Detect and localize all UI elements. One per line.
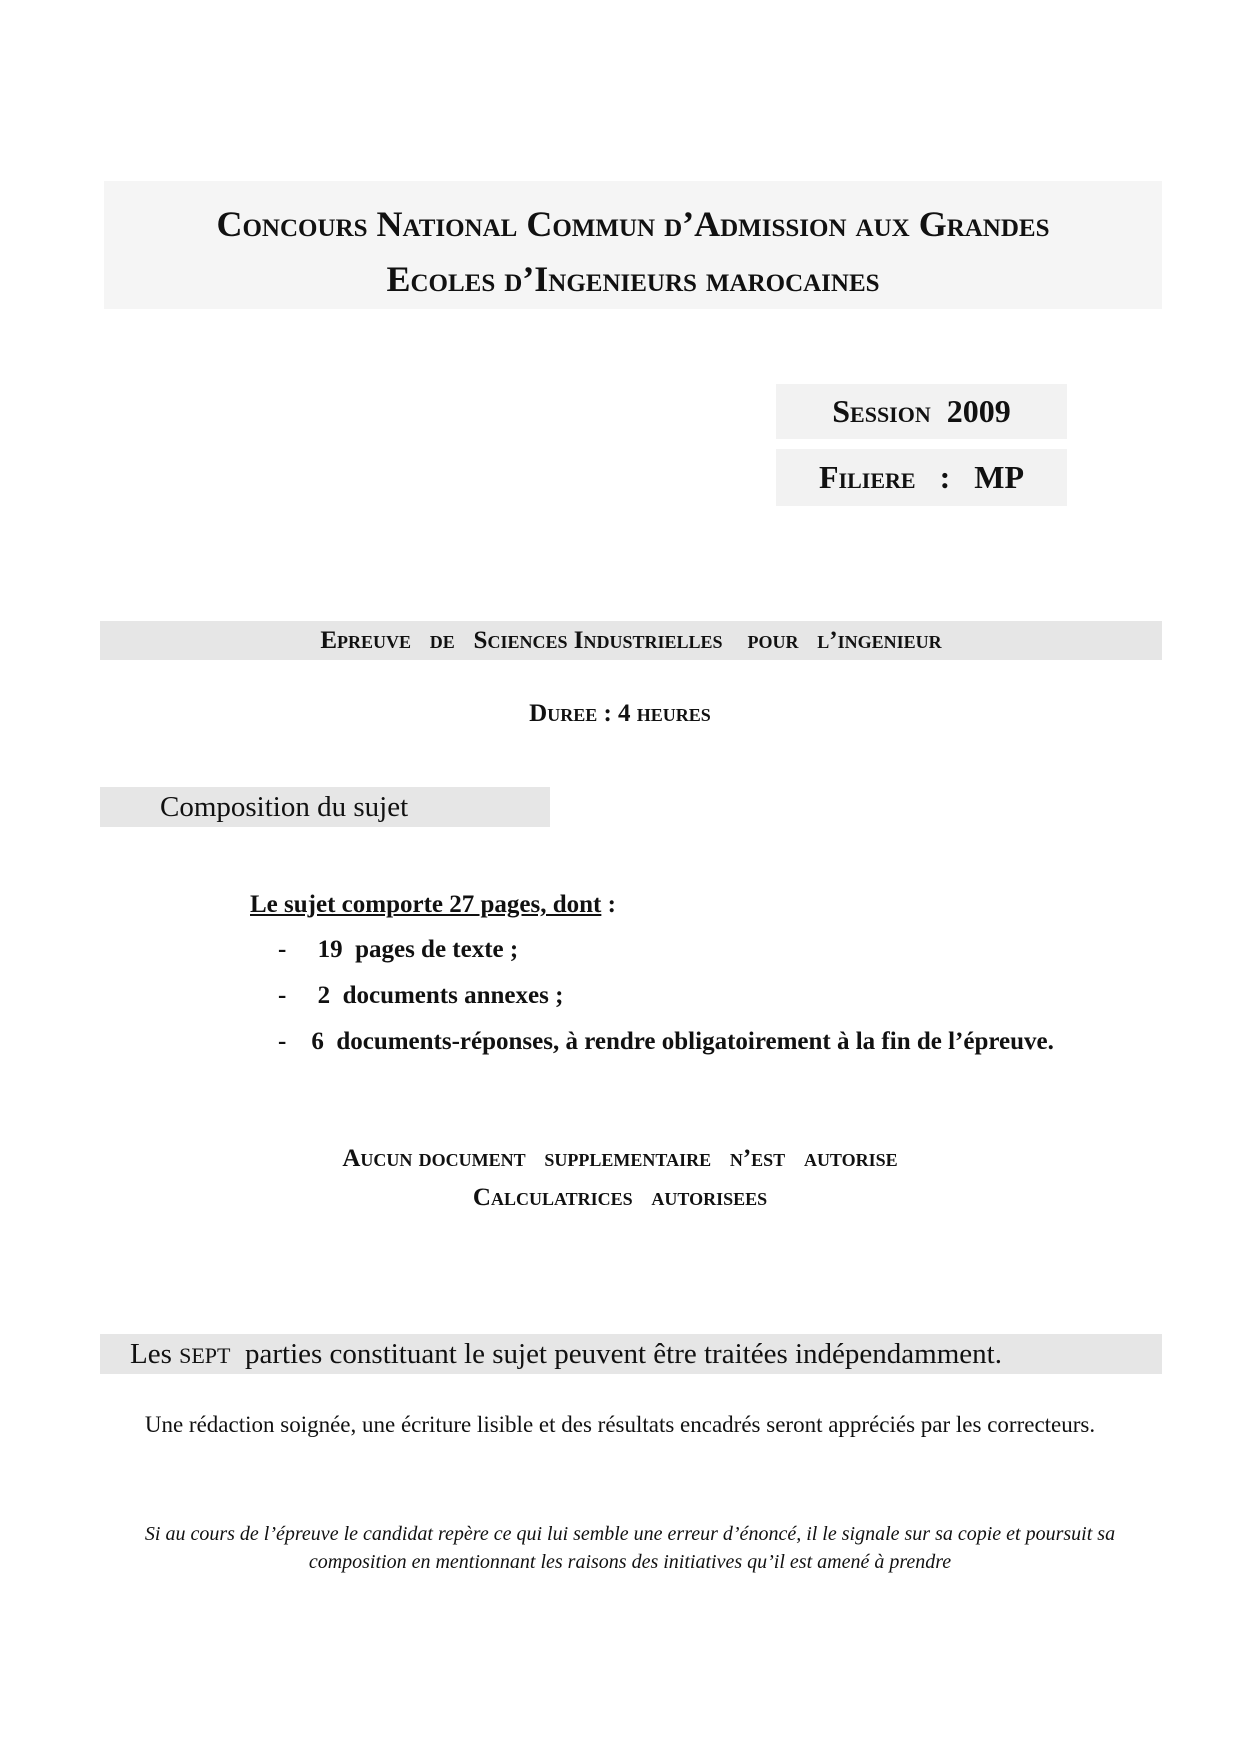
subject-contents-list bbox=[278, 936, 1054, 1074]
exam-title-line1: Concours National Commun d’Admission aux Grandes bbox=[216, 204, 1050, 244]
subject-intro bbox=[250, 891, 616, 919]
subject-intro-suffix: : bbox=[601, 891, 616, 918]
redaction-notice: Une rédaction soignée, une écriture lisible et des résultats encadrés seront appréciés par les correcteurs. bbox=[144, 1412, 1096, 1437]
no-documents-rule: Aucun document supplementaire n’est autorise bbox=[342, 1145, 898, 1172]
list-item: - 19 pages de texte ; bbox=[278, 936, 519, 963]
subject-intro-underlined: Le sujet comporte 27 pages, dont bbox=[250, 891, 602, 918]
exam-subject-title: Epreuve de Sciences Industrielles pour l’ingenieur bbox=[100, 621, 1162, 660]
list-item: - 6 documents-réponses, à rendre obligatoirement à la fin de l’épreuve. bbox=[278, 1028, 1054, 1055]
parts-count: SEPT bbox=[179, 1343, 231, 1368]
list-item: - 2 documents annexes ; bbox=[278, 982, 564, 1009]
exam-title-line2: Ecoles d’Ingenieurs marocaines bbox=[386, 259, 880, 299]
filiere-label: Filiere : MP bbox=[776, 449, 1067, 506]
error-reporting-note: Si au cours de l’épreuve le candidat repère ce qui lui semble une erreur d’énoncé, il le signale sur sa copie et poursuit sa composition en mentionnant les raisons des initiatives qu’il est amené à prendre bbox=[144, 1523, 1116, 1573]
parts-prefix: Les bbox=[130, 1338, 180, 1370]
composition-heading: Composition du sujet bbox=[100, 787, 550, 827]
exam-header bbox=[104, 181, 1162, 309]
session-label: Session 2009 bbox=[776, 384, 1067, 439]
parts-suffix: parties constituant le sujet peuvent être traitées indépendamment. bbox=[230, 1338, 1002, 1370]
parts-notice bbox=[100, 1334, 1162, 1374]
exam-duration: Duree : 4 heures bbox=[529, 700, 711, 727]
calculators-rule: Calculatrices autorisees bbox=[472, 1184, 768, 1211]
